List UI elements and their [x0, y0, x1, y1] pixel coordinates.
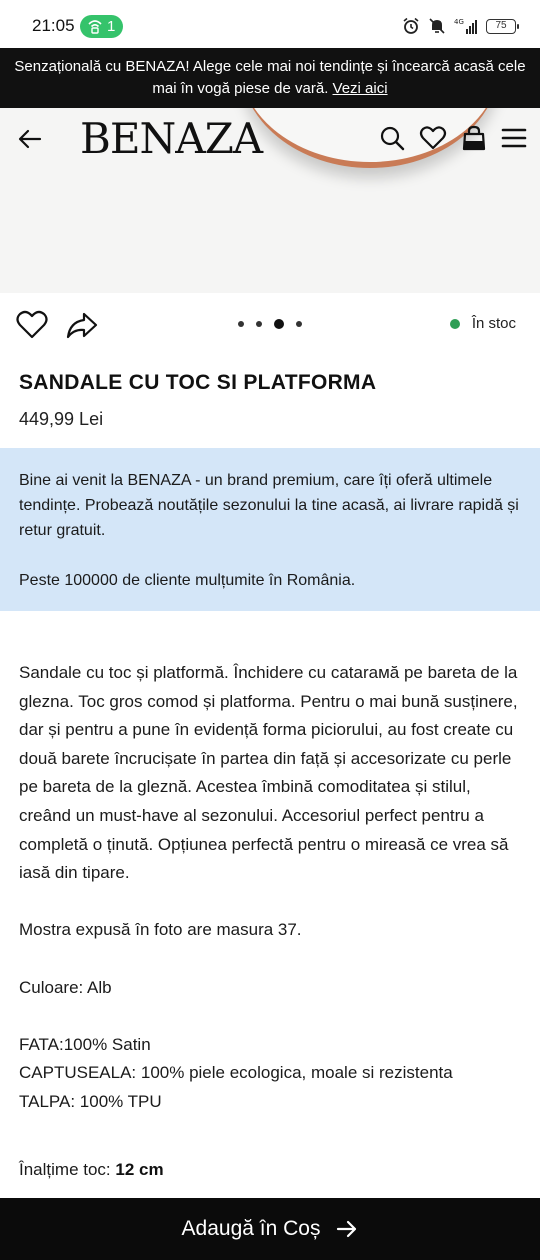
hotspot-icon	[87, 18, 103, 34]
gallery-dot[interactable]	[238, 321, 244, 327]
signal-4g-icon	[454, 17, 478, 35]
stock-indicator-dot	[450, 319, 460, 329]
info-paragraph: Bine ai venit la BENAZA - un brand premium, care îți oferă ultimele tendințe. Probează noutățile sezonului la tine acasă, ai livrare rapidă și retur gratuit.	[19, 472, 519, 539]
shopping-bag-icon[interactable]	[460, 124, 488, 152]
hotspot-count: 1	[107, 18, 116, 35]
heel-label: Înalțime toc:	[19, 1160, 111, 1179]
color-text: Culoare: Alb	[19, 977, 112, 997]
search-icon[interactable]	[378, 124, 406, 152]
add-to-cart-label: Adaugă în Coș	[181, 1217, 321, 1240]
wishlist-heart-icon[interactable]	[16, 309, 48, 341]
status-bar	[0, 0, 540, 48]
product-title: SANDALE CU TOC SI PLATFORMA	[19, 371, 377, 394]
heel-height	[19, 1160, 164, 1180]
share-icon[interactable]	[66, 309, 98, 341]
stock-status	[450, 315, 516, 332]
gallery-dot[interactable]	[274, 319, 284, 329]
gallery-dot[interactable]	[256, 321, 262, 327]
announcement-bar	[0, 48, 540, 108]
arrow-right-icon	[336, 1218, 358, 1240]
brand-logo[interactable]: BENAZA	[80, 114, 263, 163]
status-time: 21:05	[32, 16, 75, 35]
gallery-dots[interactable]	[238, 319, 302, 329]
info-paragraph: Peste 100000 de cliente mulțumite în România.	[19, 572, 356, 589]
lining-text: CAPTUSEALA: 100% piele ecologica, moale si rezistenta	[19, 1063, 453, 1083]
mute-icon	[428, 17, 446, 35]
alarm-icon	[402, 17, 420, 35]
back-arrow-icon[interactable]	[16, 125, 44, 153]
sole-text: TALPA: 100% TPU	[19, 1091, 162, 1111]
svg-text:4G: 4G	[454, 18, 464, 26]
product-price: 449,99 Lei	[19, 409, 104, 429]
gallery-dot[interactable]	[296, 321, 302, 327]
hotspot-indicator	[80, 15, 123, 38]
product-actions	[0, 293, 540, 355]
product-description	[19, 659, 524, 1117]
sample-size-text: Mostra expusă în foto are masura 37.	[19, 920, 302, 940]
announcement-link[interactable]: Vezi aici	[332, 80, 388, 97]
add-to-cart-button[interactable]	[0, 1198, 540, 1260]
fabric-text: FATA:100% Satin	[19, 1034, 151, 1054]
announcement-text: Senzațională cu BENAZA! Alege cele mai noi tendințe și încearcă acasă cele mai în vogă piese de vară.	[14, 58, 526, 97]
heart-icon[interactable]	[419, 124, 447, 152]
heel-value: 12 cm	[115, 1160, 164, 1179]
stock-label: În stoc	[471, 315, 516, 332]
menu-icon[interactable]	[500, 124, 528, 152]
brand-info-box	[0, 448, 540, 611]
description-paragraph: Sandale cu toc și platformă. Închidere cu catarамă pe bareta de la glezna. Toc gros comod și platforma. Pentru o mai bună susținere, dar și pentru a pune în evidență forma piciorului, au fost create cu două barete încrucișate în partea din față și accesorizate cu perle pe bareta de la gleznă. Acestea îmbină comoditatea și stilul, creând un must-have al sezonului. Accesoriul perfect pentru a completă o ținută. Opțiunea perfectă pentru o mireasă ce vrea să iasă din tipare.	[19, 663, 518, 883]
battery-icon: 75	[486, 19, 516, 34]
